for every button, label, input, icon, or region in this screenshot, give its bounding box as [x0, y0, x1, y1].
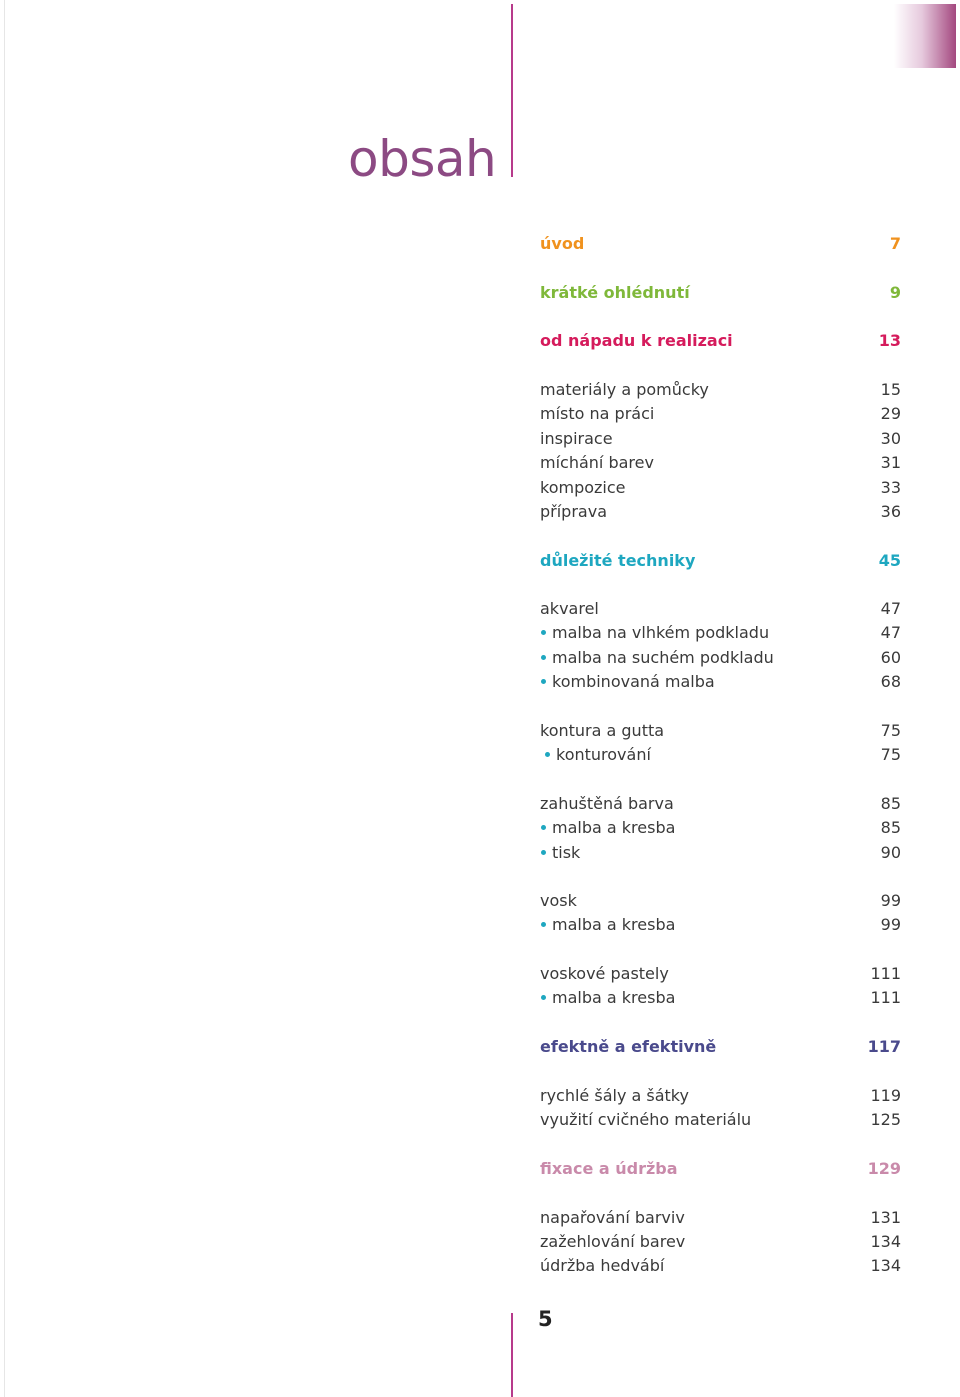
page-edge-line	[4, 0, 5, 1397]
toc-page: 7	[889, 234, 901, 253]
toc-page: 125	[870, 1110, 901, 1129]
toc-label: fixace a údržba	[540, 1159, 678, 1178]
toc-page: 131	[870, 1208, 901, 1227]
toc-section-od-napadu[interactable]	[540, 329, 901, 353]
toc-label: malba na vlhkém podkladu	[552, 623, 770, 642]
bullet-icon	[541, 655, 546, 660]
toc-page: 68	[880, 672, 901, 691]
toc-page: 111	[870, 988, 901, 1007]
toc-entry[interactable]	[540, 1230, 901, 1254]
toc-page: 9	[889, 283, 901, 302]
toc-page: 134	[870, 1256, 901, 1275]
toc-label: od nápadu k realizaci	[540, 331, 733, 350]
toc-label: materiály a pomůcky	[540, 380, 709, 399]
toc-page: 119	[870, 1086, 901, 1105]
toc-label: údržba hedvábí	[540, 1256, 665, 1275]
toc-page: 29	[880, 404, 901, 423]
toc-label: malba a kresba	[552, 915, 676, 934]
toc-label: efektně a efektivně	[540, 1037, 717, 1056]
toc-section-fixace[interactable]	[540, 1157, 901, 1181]
toc-label: akvarel	[540, 599, 599, 618]
toc-label: malba na suchém podkladu	[552, 648, 774, 667]
toc-subentry[interactable]	[540, 816, 901, 840]
toc-label: důležité techniky	[540, 551, 696, 570]
toc-label: krátké ohlédnutí	[540, 283, 690, 302]
toc-page: 33	[880, 478, 901, 497]
bullet-icon	[545, 752, 550, 757]
toc-subentry[interactable]	[540, 621, 901, 645]
toc-label: kompozice	[540, 478, 626, 497]
toc-entry[interactable]	[540, 1108, 901, 1132]
toc-label: kontura a gutta	[540, 721, 665, 740]
toc-label: zažehlování barev	[540, 1232, 686, 1251]
toc-label: malba a kresba	[552, 988, 676, 1007]
bullet-icon	[541, 630, 546, 635]
toc-entry[interactable]	[540, 1254, 901, 1278]
toc-label: vosk	[540, 891, 577, 910]
toc-entry[interactable]	[540, 378, 901, 402]
toc-entry[interactable]	[540, 1206, 901, 1230]
toc-entry[interactable]	[540, 962, 901, 986]
toc-page: 134	[870, 1232, 901, 1251]
bullet-icon	[541, 850, 546, 855]
toc-entry[interactable]	[540, 792, 901, 816]
corner-gradient-tab	[894, 4, 956, 68]
toc-label: konturování	[556, 745, 651, 764]
bottom-vertical-rule	[511, 1313, 513, 1397]
toc-subentry[interactable]	[540, 743, 901, 767]
toc-label: příprava	[540, 502, 607, 521]
toc-label: míchání barev	[540, 453, 654, 472]
toc-page: 47	[880, 599, 901, 618]
bullet-icon	[541, 679, 546, 684]
toc-page: 36	[880, 502, 901, 521]
toc-subentry[interactable]	[540, 913, 901, 937]
toc-entry[interactable]	[540, 427, 901, 451]
toc-page: 75	[880, 721, 901, 740]
bullet-icon	[541, 825, 546, 830]
toc-page: 31	[880, 453, 901, 472]
toc-label: rychlé šály a šátky	[540, 1086, 689, 1105]
toc-page: 15	[880, 380, 901, 399]
toc-entry[interactable]	[540, 500, 901, 524]
toc-page: 117	[867, 1037, 901, 1056]
toc-label: místo na práci	[540, 404, 655, 423]
toc-entry[interactable]	[540, 451, 901, 475]
toc-section-efektne[interactable]	[540, 1035, 901, 1059]
toc-page: 99	[880, 915, 901, 934]
toc-page: 90	[880, 843, 901, 862]
toc-label: zahuštěná barva	[540, 794, 674, 813]
toc-page: 85	[880, 794, 901, 813]
top-vertical-rule	[511, 4, 513, 177]
toc-page: 75	[880, 745, 901, 764]
toc-subentry[interactable]	[540, 841, 901, 865]
toc-subentry[interactable]	[540, 670, 901, 694]
toc-page: 45	[878, 551, 901, 570]
toc-page: 85	[880, 818, 901, 837]
toc-subentry[interactable]	[540, 986, 901, 1010]
toc-page: 47	[880, 623, 901, 642]
bullet-icon	[541, 922, 546, 927]
toc-entry[interactable]	[540, 476, 901, 500]
bullet-icon	[541, 995, 546, 1000]
toc-page: 99	[880, 891, 901, 910]
toc-section-kratke[interactable]	[540, 281, 901, 305]
toc-entry[interactable]	[540, 719, 901, 743]
page-number: 5	[538, 1307, 553, 1331]
toc-section-dulezite[interactable]	[540, 549, 901, 573]
toc-page: 13	[878, 331, 901, 350]
toc-label: napařování barviv	[540, 1208, 685, 1227]
toc-section-uvod[interactable]	[540, 232, 901, 256]
toc-label: tisk	[552, 843, 581, 862]
toc-label: malba a kresba	[552, 818, 676, 837]
toc-page: 129	[867, 1159, 901, 1178]
toc-entry[interactable]	[540, 889, 901, 913]
toc-page: 60	[880, 648, 901, 667]
toc-page: 111	[870, 964, 901, 983]
toc-page: 30	[880, 429, 901, 448]
toc-label: úvod	[540, 234, 585, 253]
toc-entry[interactable]	[540, 1084, 901, 1108]
toc-label: využití cvičného materiálu	[540, 1110, 752, 1129]
toc-subentry[interactable]	[540, 646, 901, 670]
toc-label: inspirace	[540, 429, 613, 448]
toc-entry[interactable]	[540, 402, 901, 426]
toc-label: voskové pastely	[540, 964, 669, 983]
toc-entry[interactable]	[540, 597, 901, 621]
page-title: obsah	[348, 130, 497, 188]
toc-label: kombinovaná malba	[552, 672, 715, 691]
